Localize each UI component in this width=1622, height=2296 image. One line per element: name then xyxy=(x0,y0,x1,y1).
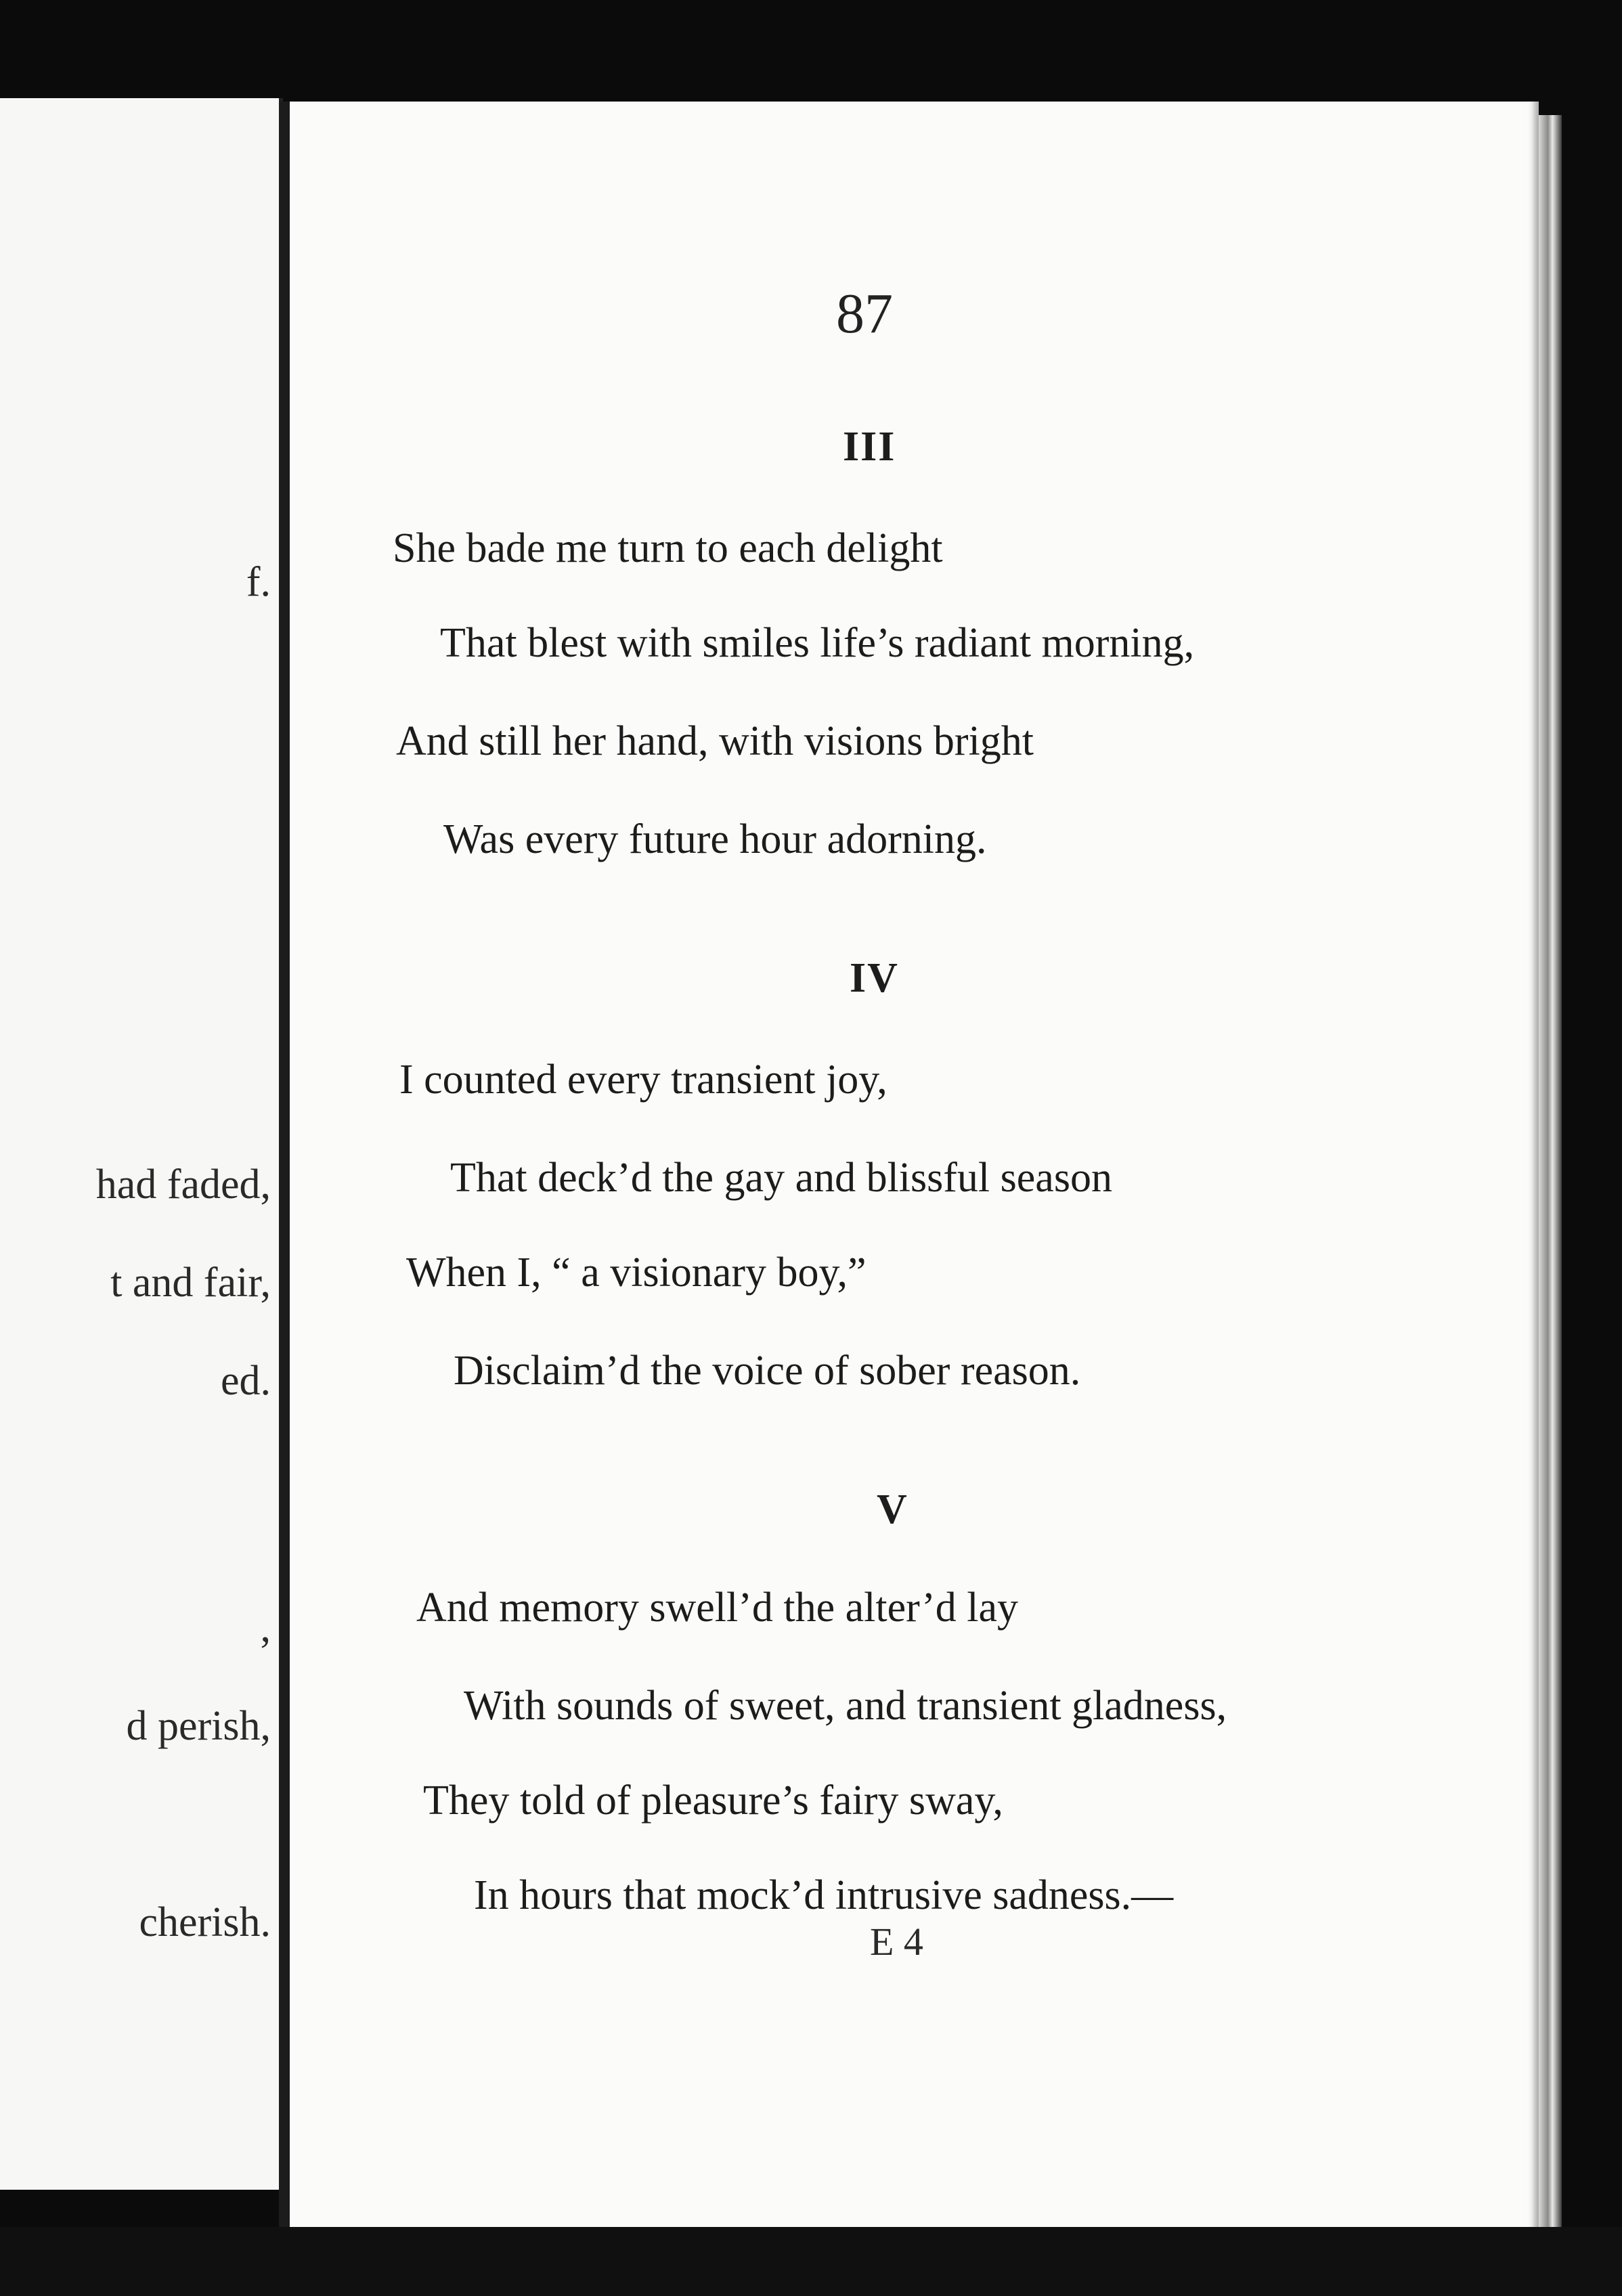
stanza-heading: III xyxy=(843,424,896,470)
verse-line: With sounds of sweet, and transient gladness, xyxy=(464,1683,1227,1729)
verse-line: Disclaim’d the voice of sober reason. xyxy=(454,1348,1081,1394)
left-page-fragment: , xyxy=(260,1605,271,1651)
scan-bottom-border xyxy=(0,2227,1622,2296)
left-page xyxy=(0,98,283,2190)
page-edge xyxy=(1539,115,1562,2227)
verse-line: I counted every transient joy, xyxy=(399,1057,887,1103)
left-page-fragment: ed. xyxy=(220,1358,271,1404)
stanza-heading: V xyxy=(877,1486,908,1532)
left-page-fragment: t and fair, xyxy=(110,1260,271,1306)
page-number: 87 xyxy=(836,282,893,345)
verse-line: Was every future hour adorning. xyxy=(443,816,987,862)
verse-line: She bade me turn to each delight xyxy=(393,525,943,571)
left-page-fragment: d perish, xyxy=(126,1703,271,1749)
verse-line: When I, “ a visionary boy,” xyxy=(406,1250,867,1296)
left-page-fragment: f. xyxy=(246,559,271,605)
left-page-fragment: cherish. xyxy=(139,1899,271,1945)
stanza-heading: IV xyxy=(850,955,899,1001)
verse-line: They told of pleasure’s fairy sway, xyxy=(423,1778,1003,1824)
verse-line: And memory swell’d the alter’d lay xyxy=(416,1585,1018,1631)
verse-line: That deck’d the gay and blissful season xyxy=(450,1155,1112,1201)
verse-line: That blest with smiles life’s radiant morning, xyxy=(440,620,1195,666)
verse-line: And still her hand, with visions bright xyxy=(396,718,1034,764)
verse-line: In hours that mock’d intrusive sadness.— xyxy=(474,1872,1174,1918)
left-page-fragment: had faded, xyxy=(95,1162,271,1208)
signature-mark: E 4 xyxy=(870,1920,923,1964)
